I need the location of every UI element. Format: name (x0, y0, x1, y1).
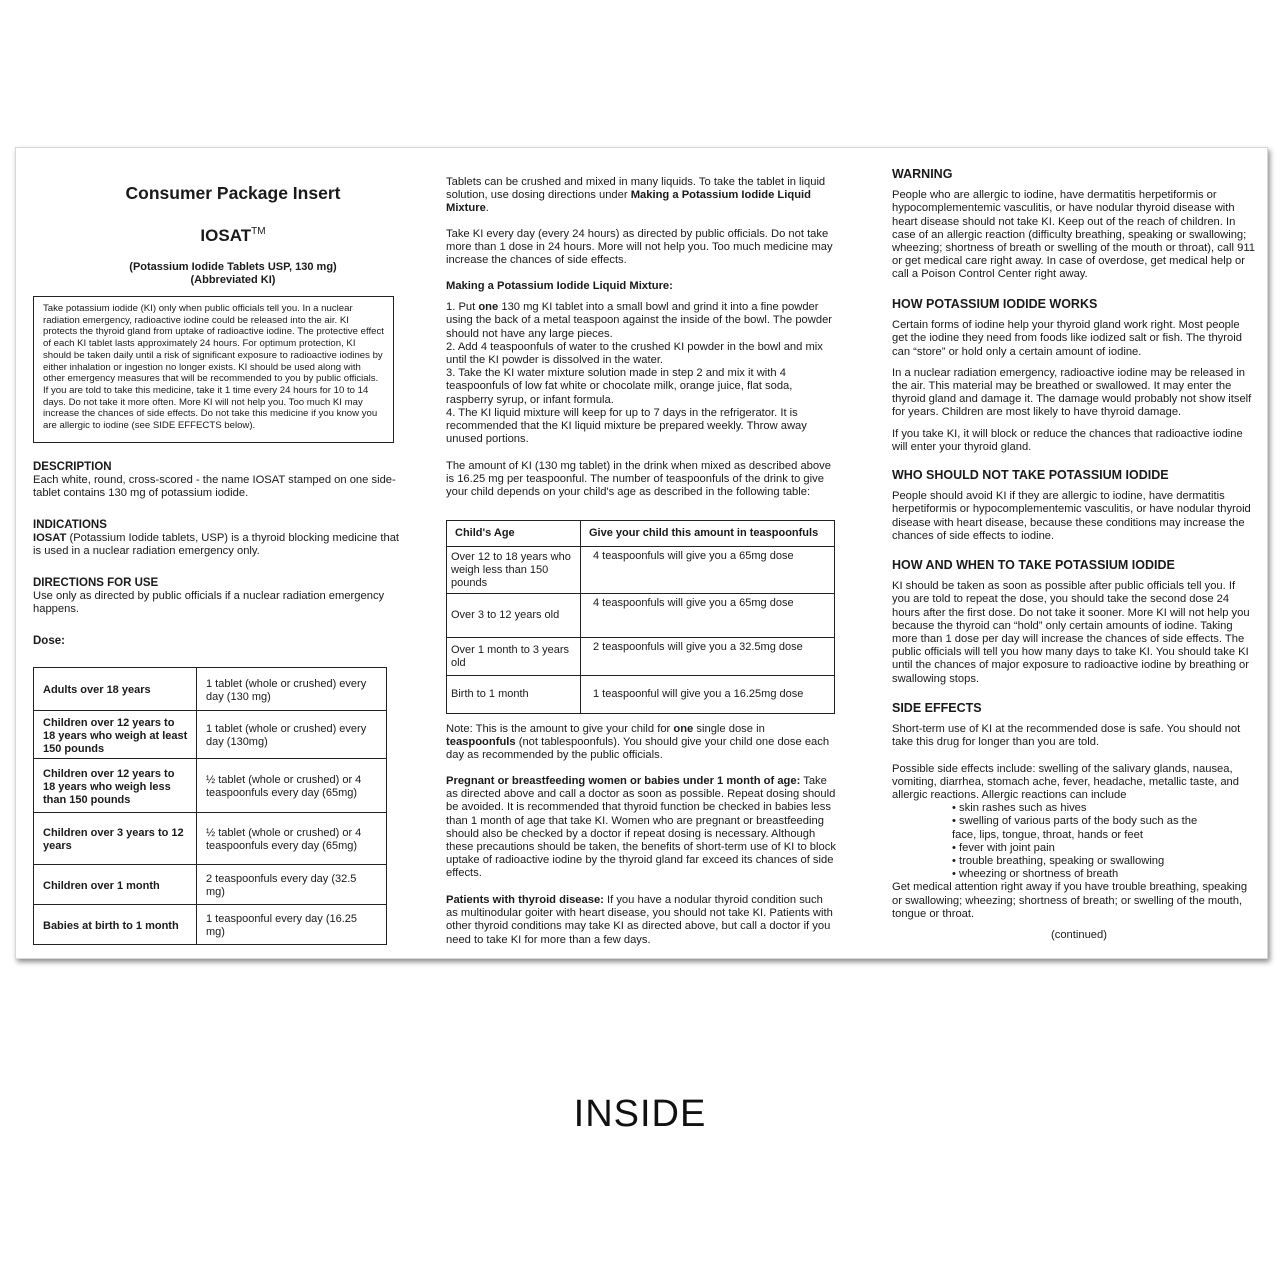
intro-text (446, 176, 836, 216)
description-section (33, 461, 408, 501)
table-row (447, 676, 835, 714)
dose-age: Children over 12 years to 18 years who weigh at least 150 pounds (34, 711, 197, 759)
step-1-bold: one (478, 301, 499, 314)
dose-amount: 1 teaspoonful every day (16.25 mg) (197, 905, 387, 945)
how-works-heading: HOW POTASSIUM IODIDE WORKS (892, 297, 1098, 311)
allergy-list (892, 802, 1212, 881)
note-b: single dose in (693, 723, 765, 735)
side-effects-heading: SIDE EFFECTS (892, 701, 982, 715)
directions-text: Use only as directed by public officials if a nuclear radiation emergency happens. (33, 590, 385, 616)
step-1 (446, 301, 836, 341)
how-works-section (892, 298, 1256, 454)
child-age: Over 12 to 18 years who weigh less than 150 pounds (447, 547, 581, 594)
child-age: Over 3 to 12 years old (447, 594, 581, 638)
dose-table (33, 667, 387, 945)
dose-amount: 1 tablet (whole or crushed) every day (130mg) (197, 711, 387, 759)
thyroid-text: If you have a nodular thyroid condition such as multinodular goiter with heart disease, you should not take KI. Patients with other thyroid conditions may take KI as directed above, but call a doctor if you need to take KI for more than a few days. (446, 894, 833, 946)
dose-amount: ½ tablet (whole or crushed) or 4 teaspoonfuls every day (65mg) (197, 813, 387, 865)
table-row (34, 711, 387, 759)
table-header-row (447, 521, 835, 547)
making-heading: Making a Potassium Iodide Liquid Mixture: (446, 280, 673, 292)
step-1-a: 1. Put (446, 301, 479, 314)
note-c: (not tablespoonfuls). You should give your child one dose each day as recommended by the public officials. (446, 736, 830, 762)
table-row (34, 905, 387, 945)
dose-amount: 2 teaspoonfuls every day (32.5 mg) (197, 865, 387, 905)
intro-a: Tablets can be crushed and mixed in many liquids. To take the tablet in liquid solution, use dosing directions under (446, 176, 826, 202)
trademark-mark: TM (251, 226, 266, 237)
dose-amount: 1 tablet (whole or crushed) every day (130 mg) (197, 668, 387, 711)
step-3: 3. Take the KI water mixture solution made in step 2 and mix it with 4 teaspoonfuls of low fat white or chocolate milk, orange juice, flat soda, raspberry syrup, or infant formula. (446, 367, 793, 406)
should-not-text: People should avoid KI if they are allergic to iodine, have dermatitis herpetiformis or hypocomplementemic vasculitis, or have nodular thyroid disease with heart disease, because these conditions may increase the chances of side effects to iodine. (892, 490, 1251, 542)
continued-note: (continued) (1051, 929, 1107, 942)
table-row (34, 668, 387, 711)
warning-section (892, 168, 1256, 282)
brand-text: IOSAT (200, 226, 252, 245)
table-row (447, 594, 835, 638)
step-2: 2. Add 4 teaspoonfuls of water to the crushed KI powder in the bowl and mix until the KI powder is dissolved in the water. (446, 340, 823, 367)
list-item: • swelling of various parts of the body such as the face, lips, tongue, throat, hands or feet (952, 815, 1198, 841)
indications-section (33, 519, 408, 559)
table-row (34, 759, 387, 813)
thyroid-section (446, 894, 836, 947)
list-item: • wheezing or shortness of breath (952, 868, 1119, 881)
how-works-p2: In a nuclear radiation emergency, radioactive iodine may be released in the air. This material may be breathed or swallowed. It may enter the thyroid gland and damage it. The damage would probably not show itself for years. Children are most likely to have thyroid damage. (892, 366, 1252, 419)
document-title: Consumer Package Insert (125, 183, 341, 203)
child-amount: 4 teaspoonfuls will give you a 65mg dose (581, 547, 835, 594)
pregnant-section (446, 775, 836, 881)
dose-age: Children over 3 years to 12 years (34, 813, 197, 865)
side-effects-p3: Get medical attention right away if you have trouble breathing, speaking or swallowing; wheezing; shortness of breath; or swelling of the mouth, tongue or throat. (892, 881, 1248, 920)
indications-heading: INDICATIONS (33, 519, 107, 531)
table-row (34, 813, 387, 865)
child-age: Over 1 month to 3 years old (447, 638, 581, 676)
warning-box: Take potassium iodide (KI) only when public officials tell you. In a nuclear radiation emergency, radioactive iodine could be released into the air. KI protects the thyroid gland from uptake of radioactive iodine. The protective effect of each KI tablet lasts approximately 24 hours. For optimum protection, KI should be taken daily until a risk of significant exposure to radioactive iodines by either inhalation or ingestion no longer exists. KI should be used along with other emergency measures that will be recommended to you by public officials. If you are told to take this medicine, take it 1 time every 24 hours for 10 to 14 days. Do not take it more often. More KI will not help you. Too much KI may increase the chances of side effects. Do not take this medicine if you know you are allergic to iodine (see SIDE EFFECTS below). (33, 296, 394, 443)
indications-bold: IOSAT (33, 532, 67, 545)
side-effects-p2: Possible side effects include: swelling of the salivary glands, nausea, vomiting, diarrhea, stomach ache, fever, headache, metallic taste, and allergic reactions. Allergic reactions can include (892, 762, 1240, 802)
side-effects-p1: Short-term use of KI at the recommended dose is safe. You should not take this drug for longer than you are told. (892, 723, 1241, 749)
brand-name (33, 226, 433, 246)
indications-body: (Potassium Iodide tablets, USP) is a thyroid blocking medicine that is used in a nuclear radiation emergency only. (33, 532, 400, 558)
child-amount: 4 teaspoonfuls will give you a 65mg dose (581, 594, 835, 638)
table-row (447, 547, 835, 594)
child-amount: 2 teaspoonfuls will give you a 32.5mg dose (581, 638, 835, 676)
note-bold-2: teaspoonfuls (446, 736, 516, 749)
pregnant-heading: Pregnant or breastfeeding women or babies under 1 month of age: (446, 775, 801, 787)
warning-text: People who are allergic to iodine, have dermatitis herpetiformis or hypocomplementemic vasculitis, or have nodular thyroid disease with heart disease should not take KI. Keep out of the reach of children. In case of an allergic reaction (difficulty breathing, speaking or swallowing; wheezing; shortness of breath or swelling of the mouth or throat), call 911 or get medical care right away. In case of overdose, get medical help or call a Poison Control Center right away. (892, 189, 1255, 281)
should-not-section (892, 469, 1256, 543)
dose-amount: ½ tablet (whole or crushed) or 4 teaspoonfuls every day (65mg) (197, 759, 387, 813)
dose-age: Babies at birth to 1 month (34, 905, 197, 945)
description-text: Each white, round, cross-scored - the name IOSAT stamped on one side-tablet contains 130 mg of potassium iodide. (33, 474, 396, 500)
intro-b: . (485, 202, 489, 215)
how-works-p3: If you take KI, it will block or reduce the chances that radioactive iodine will enter your thyroid gland. (892, 427, 1243, 453)
warning-heading: WARNING (892, 167, 953, 181)
page-caption: INSIDE (573, 1093, 707, 1135)
dose-label: Dose: (33, 635, 65, 647)
table-row (447, 638, 835, 676)
subtitle-line-1: (Potassium Iodide Tablets USP, 130 mg) (129, 261, 337, 273)
child-age: Birth to 1 month (447, 676, 581, 714)
description-heading: DESCRIPTION (33, 461, 112, 473)
product-subtitle (33, 261, 433, 287)
note-bold-1: one (673, 723, 694, 735)
table-row (34, 865, 387, 905)
child-amount: 1 teaspoonful will give you a 16.25mg dose (581, 676, 835, 714)
step-4: 4. The KI liquid mixture will keep for up to 7 days in the refrigerator. It is recommended that the KI liquid mixture be prepared weekly. Throw away unused portions. (446, 406, 807, 446)
side-effects-section (892, 702, 1256, 942)
directions-heading: DIRECTIONS FOR USE (33, 577, 159, 589)
dose-age: Children over 12 years to 18 years who weigh less than 150 pounds (34, 759, 197, 813)
pregnant-text: Take as directed above and call a doctor as soon as possible. Repeat dosing should be avoided. It is recommended that thyroid function be checked in babies less than 1 month of age that take KI. Women who are pregnant or breastfeeding should also be checked by a doctor if repeat dosing is necessary. Although these precautions should be taken, the benefits of short-term use of KI to block uptake of radioactive iodine by the thyroid gland far exceed its chances of side effects. (446, 775, 836, 880)
amount-text: The amount of KI (130 mg tablet) in the drink when mixed as described above is 16.25 mg per teaspoonful. The number of teaspoonfuls of the drink to give your child depends on your child's age as described in the following table: (446, 460, 831, 499)
dose-age: Children over 1 month (34, 865, 197, 905)
list-item: • skin rashes such as hives (952, 802, 1087, 815)
column-header-amount: Give your child this amount in teaspoonfuls (581, 521, 835, 547)
how-when-heading: HOW AND WHEN TO TAKE POTASSIUM IODIDE (892, 558, 1175, 572)
note-text (446, 723, 836, 763)
child-dose-table (446, 520, 835, 714)
step-1-b: 130 mg KI tablet into a small bowl and grind it into a fine powder using the back of a metal teaspoon against the inside of the bowl. The powder should not have any large pieces. (446, 301, 833, 340)
daily-text: Take KI every day (every 24 hours) as directed by public officials. Do not take more than 1 dose in 24 hours. More will not help you. Too much medicine may increase the chances of side effects. (446, 228, 833, 267)
how-when-text: KI should be taken as soon as possible after public officials tell you. If you are told to repeat the dose, you should take the second dose 24 hours after the first dose. Do not take it sooner. More KI will not help you because the thyroid can “hold” only certain amounts of iodine. Taking more than 1 dose per day will increase the chances of side effects. The public officials will tell you how many days to take KI. You should take KI until the chances of major exposure to radioactive iodine by breathing or swallowing stops. (892, 580, 1250, 685)
how-works-p1: Certain forms of iodine help your thyroid gland work right. Most people get the iodine they need from foods like iodized salt or fish. The thyroid can “store” or hold only a certain amount of iodine. (892, 319, 1242, 358)
package-insert-sheet (15, 147, 1268, 959)
intro-bold: Making a Potassium Iodide Liquid Mixture (446, 189, 811, 215)
thyroid-heading: Patients with thyroid disease: (446, 894, 604, 906)
subtitle-line-2: (Abbreviated KI) (190, 274, 276, 286)
how-when-section (892, 559, 1256, 686)
note-a: Note: This is the amount to give your child for (446, 723, 674, 735)
making-section (446, 280, 836, 446)
dose-age: Adults over 18 years (34, 668, 197, 711)
column-header-age: Child's Age (447, 521, 581, 547)
list-item: • trouble breathing, speaking or swallowing (952, 855, 1165, 868)
should-not-heading: WHO SHOULD NOT TAKE POTASSIUM IODIDE (892, 468, 1169, 482)
list-item: • fever with joint pain (952, 841, 1055, 854)
directions-section (33, 577, 408, 617)
indications-text (33, 532, 408, 558)
